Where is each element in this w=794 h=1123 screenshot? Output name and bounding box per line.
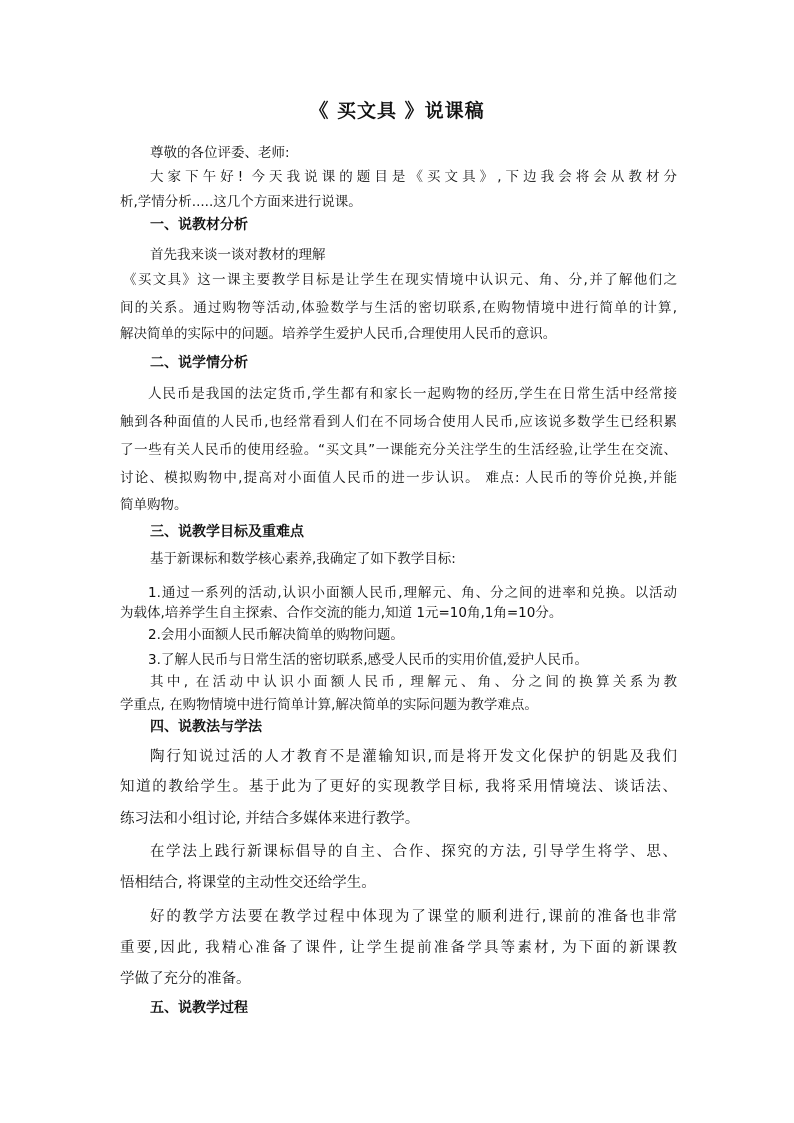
paragraph-line: 其中, 在活动中认识小面额人民币, 理解元、角、分之间的换算关系为教 [150, 674, 677, 690]
paragraph-line: 大家下午好! 今天我说课的题目是《买文具》,下边我会将会从教材分 [150, 169, 677, 185]
page-title: 《 买文具 》说课稿 [309, 100, 485, 122]
paragraph-line: 学重点, 在购物情境中进行简单计算,解决简单的实际问题为教学难点。 [120, 697, 538, 713]
paragraph-line: 在学法上践行新课标倡导的自主、合作、探究的方法, 引导学生将学、思、 [150, 844, 677, 860]
paragraph-line: 简单购物。 [120, 497, 188, 513]
paragraph-line: 为载体,培养学生自主探索、合作交流的能力,知道 1元=10角,1角=10分。 [120, 605, 563, 621]
section-heading-5: 五、说教学过程 [150, 1000, 248, 1016]
paragraph-line: 析,学情分析.....这几个方面来进行说课。 [120, 194, 362, 210]
section-heading-2: 二、说学情分析 [150, 355, 248, 371]
paragraph-line: 首先我来谈一谈对教材的理解 [150, 247, 326, 263]
paragraph-line: 《买文具》这一课主要教学目标是让学生在现实情境中认识元、角、分,并了解他们之 [123, 272, 677, 288]
paragraph-line: 知道的教给学生。基于此为了更好的实现教学目标, 我将采用情境法、谈话法、 [120, 779, 677, 795]
paragraph-line: 好的教学方法要在教学过程中体现为了课堂的顺利进行,课前的准备也非常 [150, 909, 677, 925]
objective-item-1: 1.通过一系列的活动,认识小面额人民币,理解元、角、分之间的进率和兑换。以活动 [148, 585, 677, 601]
paragraph-line: 解决简单的实际中的问题。培养学生爱护人民币,合理使用人民币的意识。 [120, 326, 557, 342]
salutation: 尊敬的各位评委、老师: [150, 145, 290, 161]
objective-item-3: 3.了解人民币与日常生活的密切联系,感受人民币的实用价值,爱护人民币。 [148, 652, 588, 668]
paragraph-line: 讨论、模拟购物中,提高对小面值人民币的进一步认识。 难点: 人民币的等价兑换,并能 [120, 470, 677, 486]
section-heading-3: 三、说教学目标及重难点 [150, 524, 304, 540]
paragraph-line: 学做了充分的准备。 [120, 971, 251, 987]
paragraph-line: 间的关系。通过购物等活动,体验数学与生活的密切联系,在购物情境中进行简单的计算, [120, 300, 677, 316]
paragraph-line: 基于新课标和数学核心素养,我确定了如下教学目标: [150, 551, 456, 567]
section-heading-1: 一、说教材分析 [150, 217, 248, 233]
paragraph-line: 人民币是我国的法定货币,学生都有和家长一起购物的经历,学生在日常生活中经常接 [148, 386, 677, 402]
paragraph-line: 悟相结合, 将课堂的主动性交还给学生。 [120, 875, 376, 891]
section-heading-4: 四、说教法与学法 [150, 719, 262, 735]
paragraph-line: 练习法和小组讨论, 并结合多媒体来进行教学。 [120, 811, 420, 827]
paragraph-line: 了一些有关人民币的使用经验。“买文具”一课能充分关注学生的生活经验,让学生在交流、 [120, 442, 677, 458]
objective-item-2: 2.会用小面额人民币解决简单的购物问题。 [148, 627, 404, 643]
paragraph-line: 触到各种面值的人民币,也经常看到人们在不同场合使用人民币,应该说多数学生已经积累 [120, 414, 677, 430]
paragraph-line: 陶行知说过活的人才教育不是灌输知识,而是将开发文化保护的钥匙及我们 [150, 749, 677, 765]
paragraph-line: 重要,因此, 我精心准备了课件, 让学生提前准备学具等素材, 为下面的新课教 [120, 940, 677, 956]
